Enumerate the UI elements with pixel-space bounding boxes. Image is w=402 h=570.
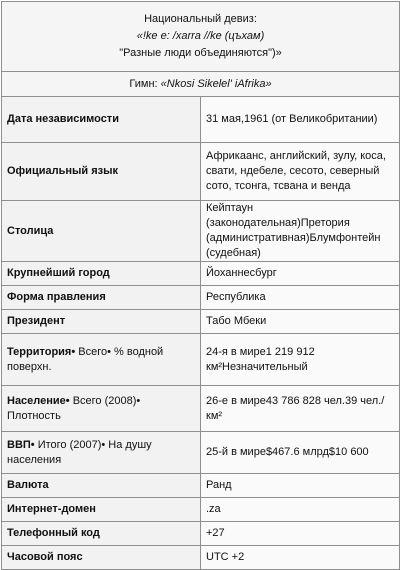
anthem-link[interactable]: «Nkosi Sikelel' iAfrika» [160, 77, 272, 90]
key-capital: Столица [2, 201, 201, 262]
motto-cell [2, 2, 400, 72]
key-population-main: Население• [7, 394, 70, 407]
row-government [2, 286, 400, 310]
motto-translation: "Разные люди объединяются")» [119, 47, 282, 59]
country-infobox [1, 1, 400, 570]
row-currency [2, 474, 400, 498]
key-president: Президент [2, 310, 201, 334]
key-territory-main: Территория• [7, 345, 76, 358]
key-gdp [2, 432, 201, 474]
row-territory [2, 334, 400, 386]
row-phone [2, 522, 400, 546]
value-timezone: UTC +2 [201, 546, 400, 570]
key-phone: Телефонный код [2, 522, 201, 546]
infobox-table [1, 1, 400, 570]
value-gdp: 25-й в мире$467.6 млрд$10 600 [201, 432, 400, 474]
value-largest-city: Йоханнесбург [201, 262, 400, 286]
key-domain: Интернет-домен [2, 498, 201, 522]
anthem-cell [2, 72, 400, 97]
value-territory: 24-я в мире1 219 912 км²Незначительный [201, 334, 400, 386]
key-largest-city: Крупнейший город [2, 262, 201, 286]
key-population-sub: Всего (2008)• Плотность [7, 394, 141, 422]
key-languages: Официальный язык [2, 143, 201, 201]
motto-label: Национальный девиз: [144, 13, 257, 25]
row-timezone [2, 546, 400, 570]
value-government: Республика [201, 286, 400, 310]
key-gdp-main: ВВП• [7, 438, 35, 451]
value-population: 26-е в мире43 786 828 чел.39 чел./км² [201, 386, 400, 432]
key-territory [2, 334, 201, 386]
anthem-row [2, 72, 400, 97]
value-domain: .za [201, 498, 400, 522]
value-capital: Кейптаун (законодательная)Претория (административная)Блумфонтейн (судебная) [201, 201, 400, 262]
key-population [2, 386, 201, 432]
value-phone: +27 [201, 522, 400, 546]
anthem-prefix: Гимн: [129, 77, 161, 90]
value-currency: Ранд [201, 474, 400, 498]
row-independence [2, 97, 400, 143]
row-domain [2, 498, 400, 522]
row-gdp [2, 432, 400, 474]
key-territory-sub: Всего• % водной поверхн. [7, 345, 164, 373]
row-population [2, 386, 400, 432]
motto-original: «!ke e: /xarra //ke (цъхам) [136, 30, 265, 42]
key-timezone: Часовой пояс [2, 546, 201, 570]
key-gdp-sub: Итого (2007)• На душу населения [7, 438, 152, 466]
value-president: Табо Мбеки [201, 310, 400, 334]
key-independence: Дата независимости [2, 97, 201, 143]
row-capital [2, 201, 400, 262]
key-currency: Валюта [2, 474, 201, 498]
value-independence: 31 мая,1961 (от Великобритании) [201, 97, 400, 143]
row-languages [2, 143, 400, 201]
key-government: Форма правления [2, 286, 201, 310]
motto-row [2, 2, 400, 72]
value-languages: Африкаанс, английский, зулу, коса, свати, ндебеле, сесото, северный сото, тсонга, тсвана и венда [201, 143, 400, 201]
row-largest-city [2, 262, 400, 286]
row-president [2, 310, 400, 334]
